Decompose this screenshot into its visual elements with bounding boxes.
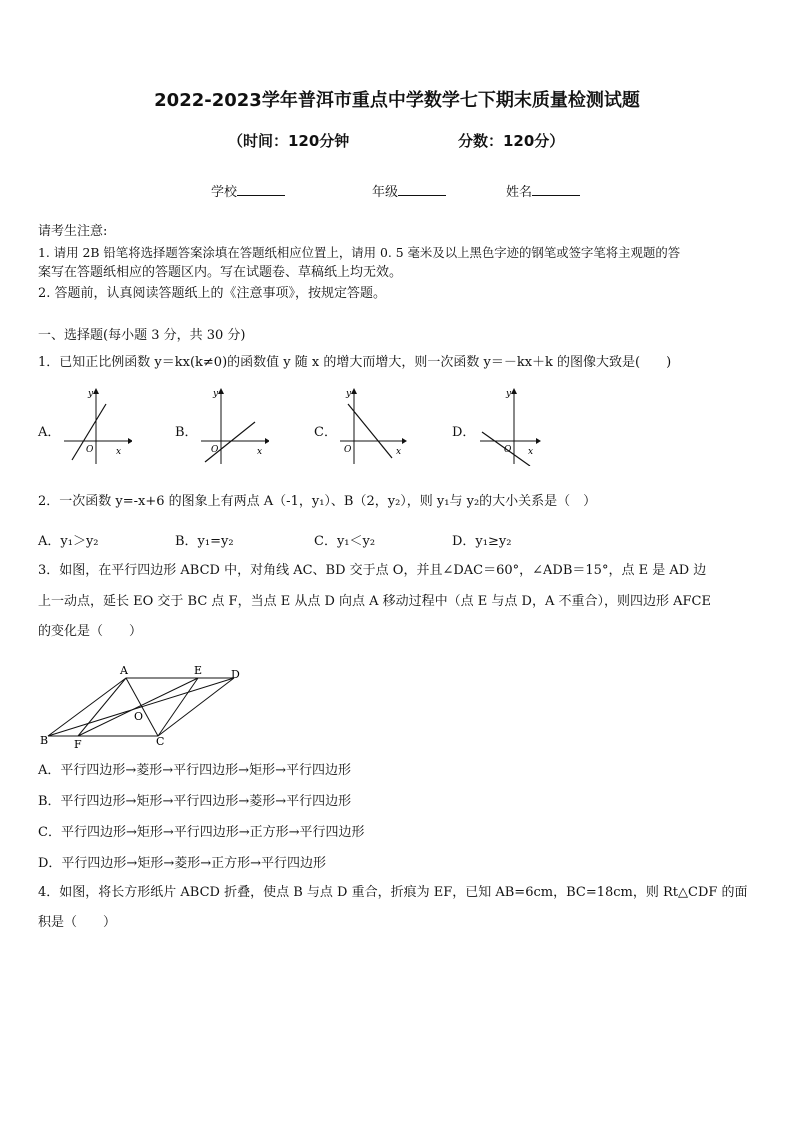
y-arrow [511, 388, 517, 394]
point-a-label: A [120, 664, 128, 677]
q2-stem: 2．一次函数 y=-x+6 的图象上有两点 A（-1，y₁）、B（2，y₂），则 y₁与 y₂的大小关系是（ ） [38, 494, 597, 509]
q3-option-c: C．平行四边形→矩形→平行四边形→正方形→平行四边形 [38, 825, 365, 840]
q1-stem: 1．已知正比例函数 y＝kx(k≠0)的函数值 y 随 x 的增大而增大，则一次函数 y＝－kx＋k 的图像大致是( ) [38, 355, 672, 370]
q3-line2: 上一动点，延长 EO 交于 BC 点 F，当点 E 从点 D 向点 A 移动过程中（点 E 与点 D，A 不重合），则四边形 AFCE [38, 594, 711, 609]
y-arrow [351, 388, 357, 394]
name-label: 姓名 [506, 185, 533, 200]
y-arrow [93, 388, 99, 394]
q1-option-a-label: A． [38, 425, 61, 440]
q2-option-c: C．y₁＜y₂ [314, 534, 376, 549]
y-label: y [88, 389, 94, 399]
side-dc [158, 678, 234, 736]
x-arrow [265, 438, 269, 444]
q3-option-b: B．平行四边形→矩形→平行四边形→菱形→平行四边形 [38, 794, 352, 809]
y-label: y [213, 389, 219, 399]
y-label: y [506, 389, 512, 399]
notice-item1-line1: 1. 请用 2B 铅笔将选择题答案涂填在答题纸相应位置上，请用 0. 5 毫米及以上黑色字迹的钢笔或签字笔将主观题的答 [38, 245, 681, 260]
point-f-label: F [74, 738, 82, 750]
x-arrow [536, 438, 541, 444]
origin-label: O [211, 445, 219, 455]
q2-option-a: A．y₁＞y₂ [38, 534, 99, 549]
x-label: x [116, 447, 122, 457]
x-label: x [528, 447, 534, 457]
point-o-label: O [134, 710, 144, 723]
segment-af [78, 678, 126, 736]
q3-option-a: A．平行四边形→菱形→平行四边形→矩形→平行四边形 [38, 763, 351, 778]
notice-item2: 2. 答题前，认真阅读答题纸上的《注意事项》，按规定答题。 [38, 286, 387, 301]
q2-option-b: B．y₁=y₂ [175, 534, 234, 549]
point-c-label: C [156, 735, 165, 748]
q1-graph-d [476, 384, 548, 466]
grade-label: 年级 [372, 185, 399, 200]
q1-graph-c [336, 384, 408, 466]
point-e-label: E [194, 664, 203, 677]
grade-blank [398, 183, 446, 196]
x-arrow [402, 438, 407, 444]
q3-line1: 3．如图，在平行四边形 ABCD 中，对角线 AC、BD 交于点 O，并且∠DAC＝60°，∠ADB＝15°，点 E 是 AD 边 [38, 563, 707, 578]
school-field [211, 181, 285, 200]
exam-score: 分数：120分） [458, 132, 565, 150]
q1-graph-a [60, 384, 132, 466]
q3-line3: 的变化是（ ） [38, 624, 143, 639]
q1-option-c-label: C． [314, 425, 337, 440]
origin-label: O [86, 445, 94, 455]
q4-line2: 积是（ ） [38, 915, 117, 930]
graph-line [205, 422, 255, 462]
name-blank [532, 183, 580, 196]
segment-ef [78, 678, 198, 736]
q3-parallelogram-figure [38, 664, 248, 750]
origin-label: O [504, 445, 512, 455]
notice-heading: 请考生注意: [38, 224, 108, 239]
x-label: x [396, 447, 402, 457]
y-arrow [218, 388, 224, 394]
graph-line [348, 404, 392, 458]
section1-heading: 一、选择题(每小题 3 分，共 30 分) [38, 328, 246, 343]
exam-time: （时间：120分钟 [228, 132, 350, 150]
point-b-label: B [40, 734, 49, 747]
school-blank [237, 183, 285, 196]
diagonal-bd [48, 678, 234, 736]
q4-line1: 4．如图，将长方形纸片 ABCD 折叠，使点 B 与点 D 重合，折痕为 EF，已知 AB=6cm，BC=18cm，则 Rt△CDF 的面 [38, 885, 748, 900]
notice-item1-line2: 案写在答题纸相应的答题区内。写在试题卷、草稿纸上均无效。 [38, 265, 403, 280]
q3-option-d: D．平行四边形→矩形→菱形→正方形→平行四边形 [38, 856, 326, 871]
y-label: y [346, 389, 352, 399]
q1-option-b-label: B． [175, 425, 198, 440]
side-ab [48, 678, 126, 736]
q2-option-d: D．y₁≥y₂ [452, 534, 512, 549]
q1-graph-b [197, 384, 269, 466]
page-title: 2022-2023学年普洱市重点中学数学七下期末质量检测试题 [154, 90, 640, 111]
name-field [506, 181, 580, 200]
q1-option-d-label: D． [452, 425, 476, 440]
school-label: 学校 [211, 185, 238, 200]
x-arrow [128, 438, 132, 444]
origin-label: O [344, 445, 352, 455]
grade-field [372, 181, 446, 200]
x-label: x [257, 447, 263, 457]
point-d-label: D [231, 668, 240, 681]
segment-ec [158, 678, 198, 736]
